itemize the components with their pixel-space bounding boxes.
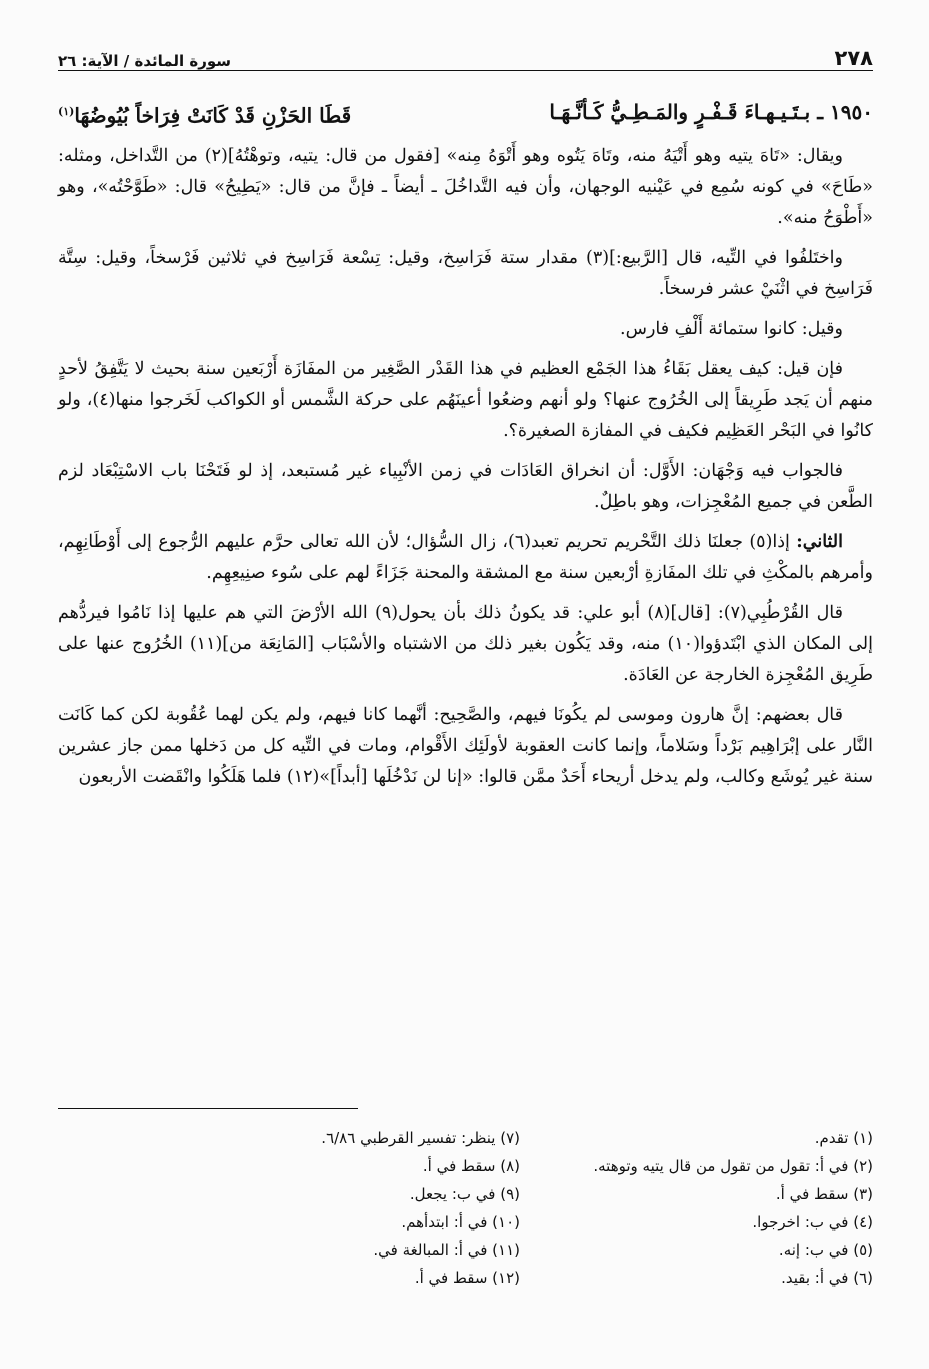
footnote: (٧) ينظر: تفسير القرطبي ٦/٨٦. [321,1129,520,1147]
paragraph-lead: الثاني: [796,531,844,552]
verse-first-hemistich: ١٩٥٠ ـ بـتَـيـهـاءَ قَـفْـرٍ والمَـطِـيُّ كَـأنَّـهَـا [549,100,873,124]
paragraph: الثاني: إذا(٥) جعلنَا ذلك التَّحْريم تحريم تعبد(٦)، زال السُّؤال؛ لأن الله تعالى حرَّم عليهم الرُّجوع إلى أَوْطَانِهِم، وأمرهم بالمكْثِ في تلك المفَازةِ أرْبعين سنة مع المشقة والمحنة جَزَاءً لهم على سُوء صنِيعِهِم. [58,531,873,583]
footnote: (١) تقدم. [814,1129,873,1147]
paragraph: فالجواب فيه وَجْهَان: الأَوَّل: أن انخراق العَادَات في زمن الأنْبِياء غير مُستبعد، إذ لو فَتَحْنَا باب الاسْتِبْعَاد لزم الطَّعن في جميع المُعْجِزات، وهو باطِلٌ. [58,460,873,512]
footnote: (٦) في أ: بقيد. [781,1269,873,1287]
footnote: (١٢) سقط في أ. [414,1269,520,1287]
verse-second-hemistich: قَطَا الحَزْنِ قَدْ كَانَتْ فِرَاخاً بُيُوضُهَا$^{(١)}$ [58,103,352,128]
body-text [58,141,873,793]
footnote: (١١) في أ: المبالغة في. [373,1241,520,1259]
paragraph: قال القُرْطُبِي(٧): [قال](٨) أبو علي: قد يكونُ ذلك بأن يحول(٩) الله الأرْضَ التي هم عليها إذا نَامُوا فيردُّهم إلى المكان الذي ابْتَدؤوا(١٠) منه، وقد يَكُون بغير ذلك من الاشتباه والأسْبَاب [المَانِعَة من](١١) الخُرُوج عنها على طَرِيق المُعْجِزة الخارجة عن العَادَة. [58,602,873,685]
poetry-verse [58,97,873,131]
paragraph: واختَلفُوا في التِّيه، قال [الرَّبيع:](٣) مقدار ستة فَرَاسِخ، وقيل: تِسْعة فَرَاسِخ في ثلاثين فَرْسخاً، وقيل: سِتَّة فَرَاسِخ في اثْنَيْ عشر فرسخاً. [58,247,873,299]
footnote: (٨) سقط في أ. [422,1157,520,1175]
footnote: (٣) سقط في أ. [775,1185,873,1203]
paragraph: فإن قيل: كيف يعقل بَقَاءُ هذا الجَمْع العظيم في هذا القَدْر الصَّغِير من المفَازَة أَرْبَعين سنة بحيث لا يَتَّفِقُ لأحدٍ منهم أن يَجد طَرِيقاً إلى الخُرُوج عنها؟ ولو أنهم وضعُوا أعينَهُم على حركة الشَّمس أو الكواكب لَخَرجوا منها(٤)، ولو كانُوا في البَحْر العَظِيم فكيف في المفازة الصغيرة؟. [58,358,873,441]
footnotes-left-column [200,1124,520,1292]
footnotes [200,1124,873,1292]
paragraph: ويقال: «تَاهَ يتيه وهو أَتْيَهُ منه، وتَاهَ يَتُوه وهو أَتْوَهُ مِنه» [فقول من قال: يتيه، وتوهْتُهُ](٢) من التَّداخل، ومثله: «طَاحَ» في كونه سُمِع في عَيْنيه الوجهان، وأن فيه التَّداخُلَ ـ أيضاً ـ فإنَّ من قال: «يَطِيحُ» قال: «طَوَّحْتُه»، وهو «أَطْوَحُ منه». [58,145,873,228]
footnotes-right-column [553,1124,873,1292]
footnote: (١٠) في أ: ابتدأهم. [401,1213,520,1231]
footnote-separator [58,1108,358,1109]
page-number: ٢٧٨ [834,46,873,70]
running-header [58,40,873,71]
footnote: (٥) في ب: إنه. [778,1241,873,1259]
surah-reference: سورة المائدة / الآية: ٢٦ [58,52,231,70]
footnote: (٢) في أ: تقول من تقول من قال يتيه وتوهته. [593,1157,873,1175]
footnote: (٤) في ب: اخرجوا. [752,1213,873,1231]
footnote-ref: (١) [58,105,75,118]
page [58,40,873,802]
footnote: (٩) في ب: يجعل. [409,1185,520,1203]
paragraph: قال بعضهم: إنَّ هارون وموسى لم يكُونَا فيهم، والصَّحِيح: أنَّهما كانا فيهم، ولم يكن لهما عُقُوبة لكن كما كَانَت النَّار على إبْرَاهِيم بَرْداً وسَلاماً، وإنما كانت العقوبة لأولَئِك الأَقْوام، ومات في التِّيه كل من دَخلها ممن جاز عشرين سنة غير يُوشَع وكالب، ولم يدخل أريحاء أَحَدٌ ممَّن قالوا: «إنا لن نَدْخُلَها [أبداً]»(١٢) فلما هَلَكُوا وانْقَضت الأربعون [58,704,873,787]
paragraph: وقيل: كانوا ستمائة أَلْفِ فارس. [620,318,843,339]
